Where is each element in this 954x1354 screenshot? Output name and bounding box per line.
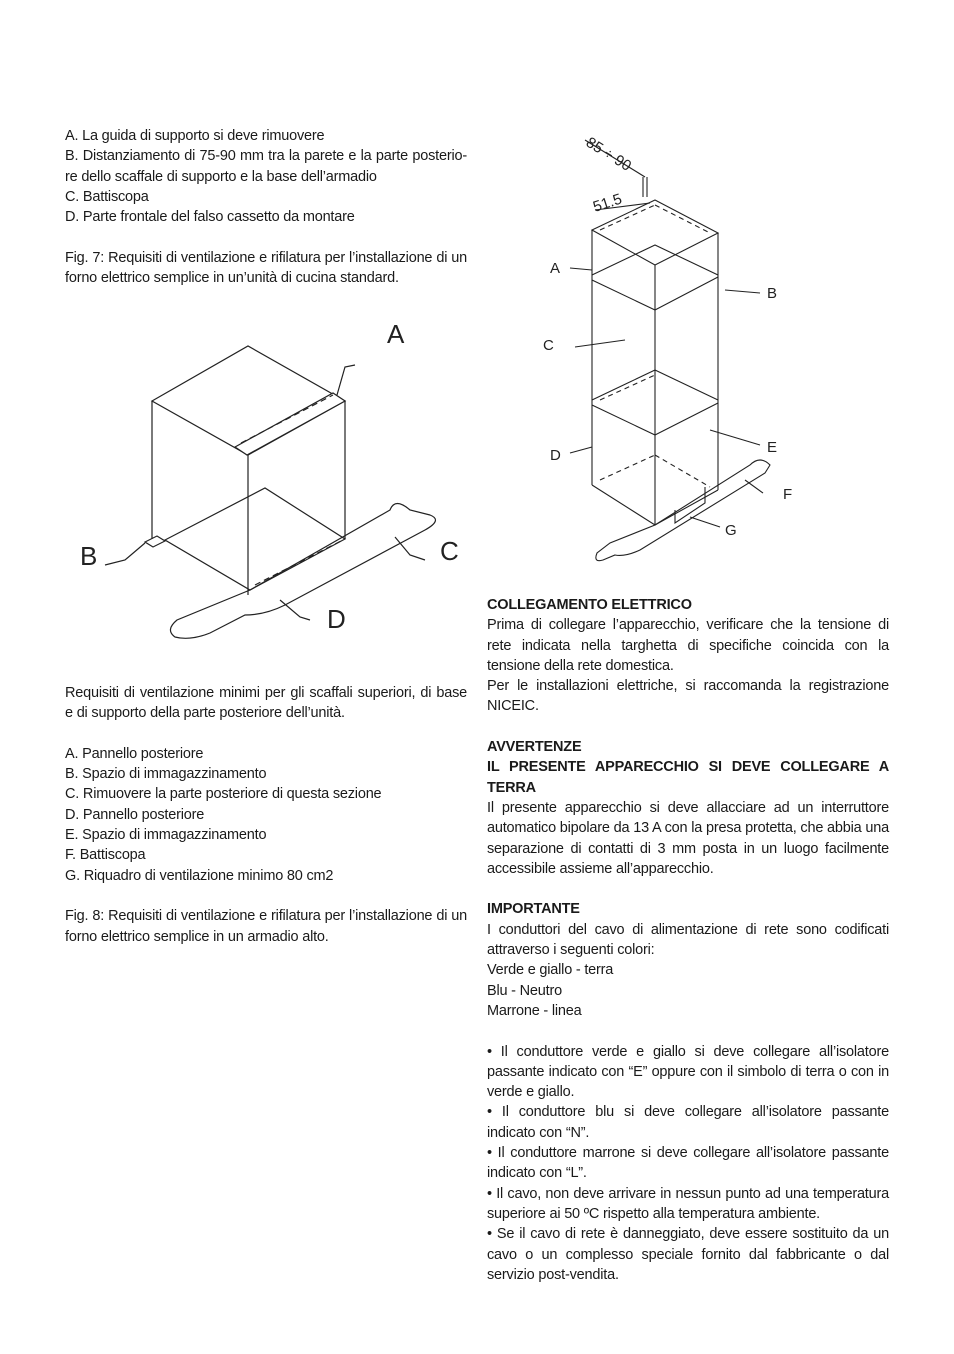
fig8-label-e: E [767, 439, 778, 456]
color-item: Marrone - linea [487, 1002, 582, 1019]
bullet-item: • Il cavo, non deve arrivare in nessun punto ad una temperatura superiore ai 50 ºC rispetto alla temperatura ambiente. [487, 1185, 889, 1222]
color-item: Blu - Neutro [487, 982, 562, 999]
legend-item: C. Rimuovere la parte posteriore di questa sezione [65, 786, 382, 803]
section-heading: AVVERTENZE [487, 739, 582, 756]
section-heading: COLLEGAMENTO ELETTRICO [487, 597, 692, 613]
fig7-label-b: B [80, 541, 98, 571]
fig8-label-c: C [543, 337, 554, 354]
fig8-label-a: A [550, 260, 561, 277]
legend-item: F. Battiscopa [65, 847, 146, 864]
paragraph: Il presente apparecchio si deve allacciare ad un interruttore automatico bipolare da 13 A con la presa protetta, che abbia una separazione di contatti di 3 mm posta in un luogo facilmente accessibile assieme all’apparecchio. [487, 799, 889, 877]
fig8-dim-offset: 51.5 [590, 190, 625, 216]
fig8-label-d: D [550, 447, 561, 464]
fig7-label-a: A [387, 319, 405, 349]
bullet-item: • Se il cavo di rete è danneggiato, deve essere sostituito da un cavo o un complesso speciale fornito dal fabbricante o dal servizio post-vendita. [487, 1226, 889, 1283]
legend-item: A. La guida di supporto si deve rimuovere [65, 128, 325, 144]
figure-7-svg [65, 315, 465, 660]
paragraph: Per le installazioni elettriche, si raccomanda la registrazione NICEIC. [487, 678, 889, 715]
fig8-label-b: B [767, 285, 778, 302]
fig8-label-g: G [725, 522, 737, 539]
legend-fig8 [65, 683, 467, 947]
legend-item: A. Pannello posteriore [65, 745, 204, 762]
fig7-caption: Fig. 7: Requisiti di ventilazione e rifilatura per l’installazione di un forno elettrico semplice in un’unità di cucina standard. [65, 249, 467, 287]
paragraph: Prima di collegare l’apparecchio, verificare che la tensione di rete indicata nella targhetta di specifiche coincida con la tensione della rete domestica. [487, 617, 889, 674]
fig8-label-f: F [783, 486, 793, 503]
legend-fig7 [65, 126, 467, 288]
legend-item: D. Parte frontale del falso cassetto da montare [65, 209, 355, 226]
legend-item: B. Spazio di immagazzinamento [65, 766, 267, 783]
section-heading: IMPORTANTE [487, 901, 580, 918]
electrical-section [487, 595, 889, 1285]
section-heading: IL PRESENTE APPARECCHIO SI DEVE COLLEGARE A TERRA [487, 759, 889, 796]
color-item: Verde e giallo - terra [487, 962, 614, 979]
bullet-item: • Il conduttore verde e giallo si deve collegare all’isolatore passante indicato con “E” oppure con il simbolo di terra o con in verde e giallo. [487, 1043, 889, 1101]
legend-item: B. Distanziamento di 75-90 mm tra la parete e la parte posterio-re dello scaffale di supporto e la base dell’armadio [65, 148, 467, 185]
vent-text: Requisiti di ventilazione minimi per gli scaffali superiori, di base e di supporto della parte posteriore dell’unità. [65, 685, 467, 722]
figure-8-diagram [535, 125, 815, 570]
fig8-caption: Fig. 8: Requisiti di ventilazione e rifilatura per l’installazione di un forno elettrico semplice in un armadio alto. [65, 908, 467, 945]
paragraph: I conduttori del cavo di alimentazione di rete sono codificati attraverso i seguenti colori: [487, 921, 889, 959]
fig7-label-c: C [440, 536, 459, 566]
legend-item: C. Battiscopa [65, 188, 149, 205]
figure-8-svg [535, 125, 815, 570]
fig8-dim-depth: 85 ÷ 90 [582, 133, 635, 175]
figure-7-diagram [65, 315, 465, 660]
bullet-item: • Il conduttore marrone si deve collegare all’isolatore passante indicato con “L”. [487, 1145, 889, 1182]
bullet-item: • Il conduttore blu si deve collegare all’isolatore passante indicato con “N”. [487, 1104, 889, 1141]
legend-item: G. Riquadro di ventilazione minimo 80 cm2 [65, 867, 334, 884]
legend-item: E. Spazio di immagazzinamento [65, 827, 267, 844]
legend-item: D. Pannello posteriore [65, 806, 205, 823]
fig7-label-d: D [327, 604, 346, 634]
